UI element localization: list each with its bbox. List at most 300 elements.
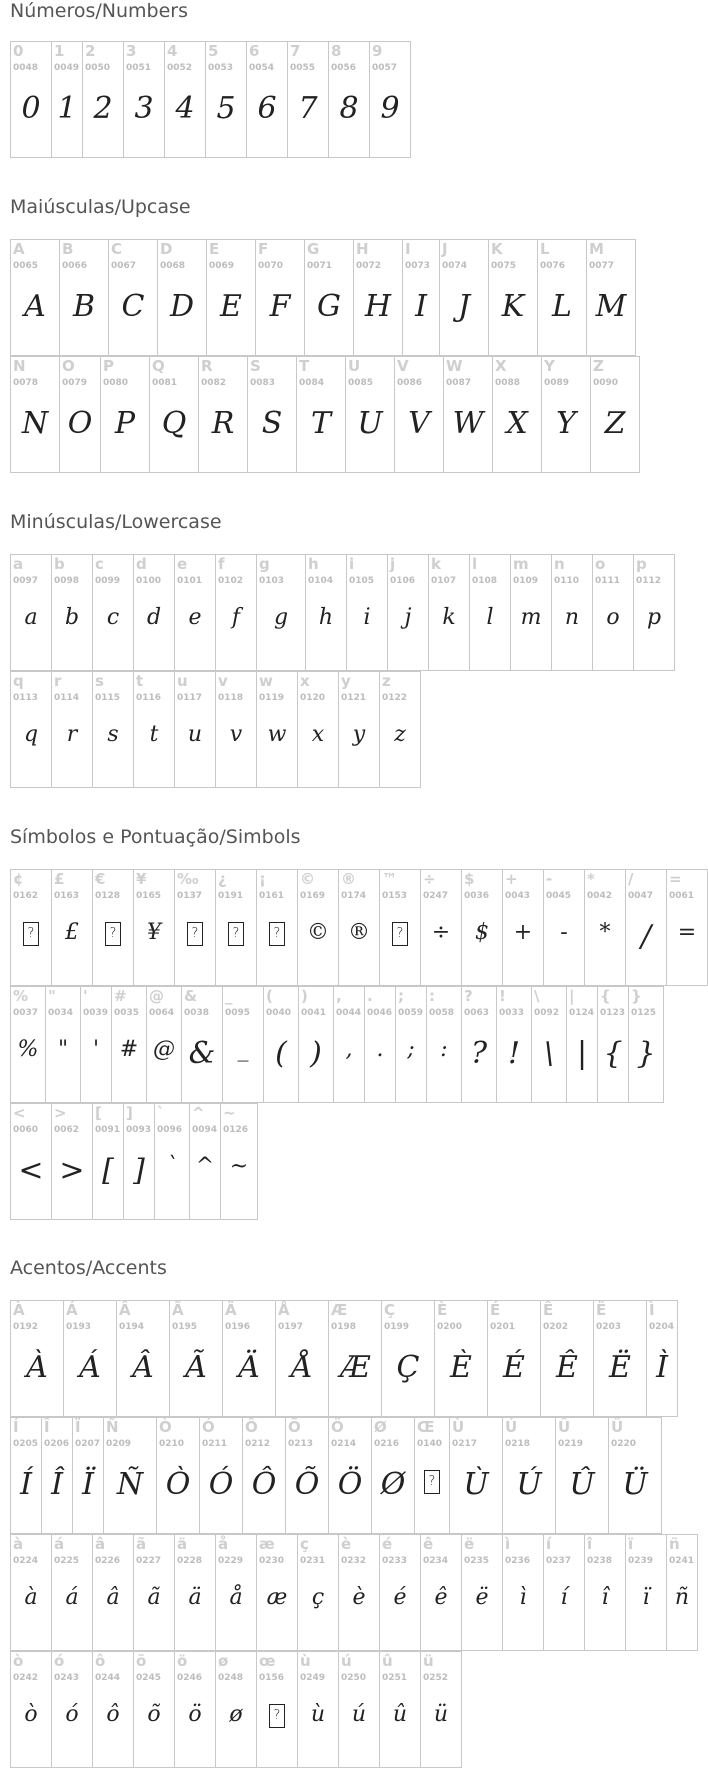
glyph-code-label: 0100 [136,576,162,586]
glyph-cell [10,41,52,158]
glyph-code-label: 0040 [266,1008,292,1018]
glyph-code-label: 0037 [13,1008,39,1018]
glyph-cell [10,986,46,1103]
glyph-sample: P [114,406,136,441]
glyph-char-label: é [382,1535,393,1553]
glyph-cell [379,1651,421,1768]
glyph-cell [51,554,93,671]
glyph-code-label: 0038 [184,1008,210,1018]
glyph-cell [111,986,147,1103]
glyph-sample: S [261,406,283,441]
glyph-code-label: 0056 [331,63,357,73]
glyph-cell [369,41,411,158]
glyph-cell [242,1417,286,1534]
glyph-code-label: 0107 [431,576,457,586]
glyph-char-label: ï [628,1535,634,1553]
glyph-code-label: 0055 [290,63,316,73]
glyph-sample: ì [519,1585,527,1610]
glyph-cell [543,1534,585,1651]
glyph-char-label: Å [278,1301,290,1319]
glyph-sample: ¥ [147,920,161,945]
section-title-numbers: Números/Numbers [10,0,188,22]
missing-glyph-icon: ? [105,922,121,946]
glyph-sample: ? [470,1036,488,1071]
glyph-code-label: 0239 [628,1556,654,1566]
glyph-char-label: ' [83,987,88,1005]
missing-glyph-box [216,922,256,946]
glyph-code-label: 0214 [331,1439,357,1449]
glyph-sample: w [267,722,287,747]
glyph-cell [157,239,207,356]
glyph-code-label: 0121 [341,693,367,703]
glyph-cell [593,1300,647,1417]
glyph-sample: ä [188,1585,202,1610]
glyph-code-label: 0113 [13,693,39,703]
glyph-char-label: f [218,555,225,573]
glyph-sample: ^ [195,1154,215,1179]
glyph-code-label: 0197 [278,1322,304,1332]
glyph-code-label: 0213 [288,1439,314,1449]
glyph-char-label: < [13,1104,26,1122]
glyph-sample: à [24,1585,38,1610]
glyph-char-label: h [308,555,319,573]
glyph-sample: p [646,605,662,630]
glyph-char-label: ô [95,1652,106,1670]
glyph-code-label: 0123 [600,1008,626,1018]
glyph-code-label: 0062 [54,1125,80,1135]
glyph-code-label: 0098 [54,576,80,586]
glyph-code-label: 0094 [192,1125,218,1135]
glyph-cell [164,41,206,158]
glyph-code-label: 0247 [423,891,449,901]
missing-glyph-icon: ? [228,922,244,946]
glyph-row [10,1651,461,1768]
glyph-sample: n [564,605,580,630]
glyph-code-label: 0163 [54,891,80,901]
glyph-cell [540,1300,594,1417]
glyph-code-label: 0083 [250,378,276,388]
glyph-code-label: 0099 [95,576,121,586]
glyph-code-label: 0210 [159,1439,185,1449]
glyph-sample: } [636,1036,656,1071]
glyph-code-label: 0087 [446,378,472,388]
missing-glyph-box [175,922,215,946]
glyph-cell [346,554,388,671]
glyph-code-label: 0241 [669,1556,695,1566]
glyph-sample: U [357,406,383,441]
glyph-sample: Ç [396,1350,420,1385]
glyph-cell [414,1417,450,1534]
glyph-cell [328,41,370,158]
glyph-cell [625,1534,667,1651]
glyph-sample: Ë [609,1350,631,1385]
glyph-code-label: 0218 [505,1439,531,1449]
glyph-char-label: L [540,240,550,258]
glyph-sample: I [415,289,427,324]
glyph-cell [133,1534,175,1651]
glyph-cell [92,554,134,671]
glyph-code-label: 0250 [341,1673,367,1683]
glyph-char-label: œ [259,1652,276,1670]
glyph-code-label: 0084 [299,378,325,388]
glyph-cell [502,1417,556,1534]
glyph-cell [92,1534,134,1651]
glyph-cell [156,1417,200,1534]
glyph-sample: æ [266,1585,288,1610]
glyph-char-label: ^ [192,1104,205,1122]
glyph-code-label: 0108 [472,576,498,586]
glyph-code-label: 0089 [544,378,570,388]
glyph-char-label: [ [95,1104,102,1122]
glyph-char-label: | [569,987,575,1005]
glyph-code-label: 0125 [631,1008,657,1018]
glyph-code-label: 0226 [95,1556,121,1566]
glyph-char-label: R [201,357,213,375]
glyph-code-label: 0092 [534,1008,560,1018]
glyph-char-label: j [390,555,396,573]
glyph-cell [345,356,395,473]
glyph-code-label: 0117 [177,693,203,703]
glyph-char-label: Z [593,357,604,375]
glyph-char-label: ó [54,1652,65,1670]
glyph-code-label: 0200 [437,1322,463,1332]
glyph-code-label: 0057 [372,63,398,73]
glyph-cell [434,1300,488,1417]
glyph-cell [174,869,216,986]
glyph-char-label: > [54,1104,67,1122]
glyph-sample: J [457,289,471,324]
section-title-symbols: Símbolos e Pontuação/Simbols [10,826,301,848]
glyph-sample: Ò [165,1467,191,1502]
glyph-char-label: 5 [208,42,219,60]
glyph-sample: Q [161,406,187,441]
glyph-cell [10,1651,52,1768]
glyph-char-label: D [160,240,173,258]
glyph-char-label: y [341,672,351,690]
glyph-cell [123,1103,155,1220]
glyph-sample: ~ [229,1154,249,1179]
glyph-cell [181,986,223,1103]
glyph-sample: â [106,1585,120,1610]
glyph-code-label: 0231 [300,1556,326,1566]
glyph-row [10,671,420,788]
glyph-sample: * [599,920,611,945]
glyph-sample: ô [106,1702,120,1727]
glyph-code-label: 0128 [95,891,121,901]
glyph-code-label: 0124 [569,1008,595,1018]
glyph-code-label: 0224 [13,1556,39,1566]
glyph-char-label: B [62,240,74,258]
glyph-cell [333,986,365,1103]
glyph-sample: ò [24,1702,38,1727]
glyph-char-label: A [13,240,25,258]
glyph-sample: Û [569,1467,595,1502]
glyph-code-label: 0111 [595,576,621,586]
glyph-sample: ù [310,1702,326,1727]
glyph-char-label: , [336,987,342,1005]
glyph-cell [10,1417,42,1534]
glyph-cell [541,356,591,473]
glyph-sample: ÷ [431,920,451,945]
glyph-cell [666,869,708,986]
glyph-code-label: 0078 [13,378,39,388]
glyph-sample: í [560,1585,568,1610]
glyph-code-label: 0228 [177,1556,203,1566]
glyph-cell [590,356,640,473]
glyph-code-label: 0073 [405,261,431,271]
glyph-code-label: 0233 [382,1556,408,1566]
glyph-char-label: / [628,870,634,888]
glyph-code-label: 0196 [225,1322,251,1332]
glyph-sample: ; [407,1037,415,1062]
glyph-sample: u [187,722,203,747]
glyph-row [10,1103,257,1220]
glyph-sample: ã [147,1585,161,1610]
glyph-char-label: è [341,1535,352,1553]
glyph-char-label: ë [464,1535,475,1553]
glyph-sample: m [520,605,542,630]
glyph-char-label: Ê [543,1301,554,1319]
glyph-code-label: 0109 [513,576,539,586]
glyph-sample: Ô [251,1467,277,1502]
glyph-sample: 4 [175,91,195,126]
glyph-code-label: 0216 [374,1439,400,1449]
glyph-char-label: Ø [374,1418,387,1436]
glyph-char-label: ä [177,1535,188,1553]
glyph-code-label: 0054 [249,63,275,73]
glyph-code-label: 0211 [202,1439,228,1449]
glyph-code-label: 0220 [611,1439,637,1449]
glyph-cell [402,239,440,356]
glyph-code-label: 0237 [546,1556,572,1566]
glyph-char-label: K [491,240,503,258]
glyph-sample: 2 [93,91,113,126]
glyph-code-label: 0212 [245,1439,271,1449]
glyph-char-label: g [259,555,270,573]
glyph-cell [256,869,298,986]
glyph-code-label: 0219 [558,1439,584,1449]
glyph-cell [72,1417,104,1534]
glyph-char-label: 7 [290,42,301,60]
glyph-cell [287,41,329,158]
glyph-cell [298,986,334,1103]
glyph-char-label: ? [464,987,473,1005]
glyph-cell [379,671,421,788]
glyph-sample: 6 [257,91,277,126]
glyph-code-label: 0217 [452,1439,478,1449]
glyph-code-label: 0085 [348,378,374,388]
glyph-code-label: 0203 [596,1322,622,1332]
glyph-sample: £ [65,920,79,945]
glyph-sample: X [506,406,528,441]
glyph-cell [169,1300,223,1417]
glyph-char-label: € [95,870,106,888]
glyph-cell [100,356,150,473]
glyph-cell [51,1651,93,1768]
glyph-code-label: 0053 [208,63,234,73]
glyph-sample: Ñ [116,1467,144,1502]
glyph-char-label: ™ [382,870,397,888]
glyph-code-label: 0120 [300,693,326,703]
glyph-code-label: 0126 [223,1125,249,1135]
glyph-char-label: ç [300,1535,309,1553]
glyph-char-label: " [48,987,56,1005]
glyph-char-label: v [218,672,228,690]
glyph-code-label: 0097 [13,576,39,586]
glyph-char-label: 6 [249,42,260,60]
glyph-sample: è [352,1585,366,1610]
glyph-sample: ø [229,1702,243,1727]
glyph-char-label: Ù [452,1418,465,1436]
glyph-cell [92,671,134,788]
glyph-sample: o [606,605,620,630]
glyph-sample: 0 [21,91,41,126]
glyph-char-label: Ü [611,1418,624,1436]
glyph-sample: ï [642,1585,650,1610]
glyph-cell [608,1417,662,1534]
glyph-char-label: Ñ [106,1418,119,1436]
glyph-sample: À [26,1350,48,1385]
glyph-sample: Ø [380,1467,406,1502]
glyph-char-label: Î [44,1418,50,1436]
glyph-sample: ú [351,1702,367,1727]
glyph-code-label: 0082 [201,378,227,388]
glyph-sample: , [345,1037,353,1062]
glyph-cell [63,1300,117,1417]
glyph-cell [10,1300,64,1417]
glyph-cell [304,239,354,356]
missing-glyph-icon: ? [187,922,203,946]
glyph-char-label: Q [152,357,165,375]
glyph-sample: ) [310,1036,322,1071]
glyph-char-label: ® [341,870,356,888]
glyph-sample: N [21,406,49,441]
glyph-cell [420,1534,462,1651]
glyph-sample: ö [188,1702,202,1727]
glyph-cell [275,1300,329,1417]
glyph-cell [353,239,403,356]
glyph-sample: ñ [674,1585,690,1610]
glyph-row [10,41,410,158]
glyph-row [10,239,635,356]
glyph-code-label: 0041 [301,1008,327,1018]
glyph-char-label: Ì [649,1301,655,1319]
glyph-sample: # [119,1037,139,1062]
section-title-accents: Acentos/Accents [10,1257,167,1279]
glyph-cell [256,1651,298,1768]
glyph-code-label: 0064 [149,1008,175,1018]
glyph-row [10,986,663,1103]
glyph-cell [666,1534,698,1651]
glyph-char-label: Á [66,1301,78,1319]
glyph-cell [256,554,306,671]
glyph-code-label: 0198 [331,1322,357,1332]
glyph-code-label: 0122 [382,693,408,703]
glyph-sample: 7 [298,91,318,126]
glyph-row [10,356,639,473]
glyph-sample: k [442,605,456,630]
glyph-sample: û [392,1702,408,1727]
glyph-cell [461,1534,503,1651]
glyph-sample: z [394,722,406,747]
glyph-char-label: 9 [372,42,383,60]
glyph-sample: É [503,1350,525,1385]
glyph-cell [338,869,380,986]
glyph-sample: _ [237,1037,249,1062]
glyph-char-label: ¿ [218,870,227,888]
glyph-cell [338,671,380,788]
glyph-sample: Á [79,1350,101,1385]
glyph-char-label: î [587,1535,593,1553]
glyph-sample: E [220,289,242,324]
glyph-sample: å [229,1585,243,1610]
glyph-char-label: ~ [223,1104,236,1122]
glyph-code-label: 0243 [54,1673,80,1683]
glyph-cell [555,1417,609,1534]
glyph-cell [247,356,297,473]
glyph-code-label: 0059 [398,1008,424,1018]
glyph-cell [51,671,93,788]
glyph-code-label: 0080 [103,378,129,388]
glyph-sample: s [107,722,119,747]
glyph-char-label: à [13,1535,24,1553]
glyph-char-label: Ô [245,1418,258,1436]
glyph-char-label: 4 [167,42,178,60]
glyph-cell [133,554,175,671]
glyph-code-label: 0039 [83,1008,109,1018]
glyph-sample: $ [475,920,489,945]
glyph-char-label: i [349,555,355,573]
glyph-char-label: ) [301,987,308,1005]
glyph-code-label: 0242 [13,1673,39,1683]
glyph-char-label: ã [136,1535,147,1553]
glyph-char-label: F [258,240,269,258]
glyph-char-label: ö [177,1652,188,1670]
missing-glyph-box [380,922,420,946]
glyph-char-label: Í [13,1418,19,1436]
glyph-sample: > [59,1153,85,1188]
glyph-sample: ' [92,1037,100,1062]
glyph-char-label: I [405,240,411,258]
glyph-sample: b [64,605,80,630]
glyph-code-label: 0047 [628,891,654,901]
glyph-char-label: H [356,240,369,258]
glyph-sample: B [72,289,96,324]
missing-glyph-box [257,1704,297,1728]
glyph-char-label: & [184,987,198,1005]
glyph-cell [488,239,538,356]
glyph-char-label: Ö [331,1418,344,1436]
glyph-code-label: 0063 [464,1008,490,1018]
glyph-sample: Ó [208,1467,234,1502]
glyph-cell [222,1300,276,1417]
glyph-char-label: Ò [159,1418,172,1436]
glyph-sample: & [188,1036,216,1071]
glyph-cell [103,1417,157,1534]
glyph-sample: \ [543,1036,555,1071]
glyph-cell [328,1300,382,1417]
glyph-code-label: 0202 [543,1322,569,1332]
glyph-code-label: 0209 [106,1439,132,1449]
glyph-char-label: p [636,555,647,573]
glyph-sample: F [269,289,291,324]
glyph-cell [215,554,257,671]
glyph-cell [45,986,81,1103]
glyph-row [10,554,674,671]
glyph-char-label: © [300,870,315,888]
glyph-sample: ( [275,1036,287,1071]
glyph-cell [51,1534,93,1651]
